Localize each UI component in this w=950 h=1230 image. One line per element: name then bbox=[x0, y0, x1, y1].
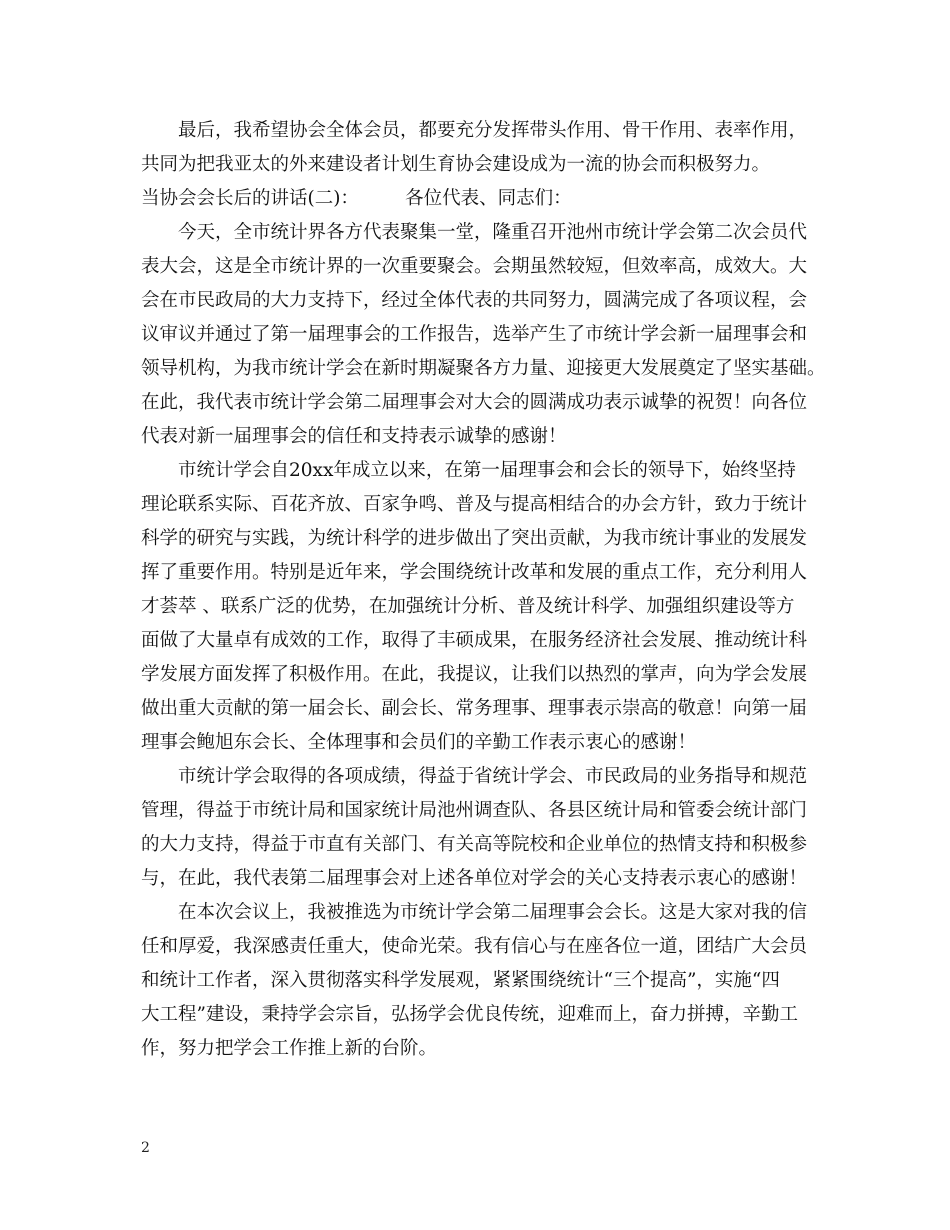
text-line: 今天，全市统计界各方代表聚集一堂，隆重召开池州市统计学会第二次会员代 bbox=[178, 222, 808, 243]
text-line: 任和厚爱，我深感责任重大，使命光荣。我有信心与在座各位一道，团结广大会员 bbox=[141, 936, 808, 957]
text-line: 科学的研究与实践，为统计科学的进步做出了突出贡献，为我市统计事业的发展发 bbox=[141, 528, 808, 549]
text-line: 与，在此，我代表第二届理事会对上述各单位对学会的关心支持表示衷心的感谢！ bbox=[141, 868, 808, 889]
text-line: 市统计学会自20xx年成立以来，在第一届理事会和会长的领导下，始终坚持 bbox=[178, 460, 796, 481]
text-line: 大工程”建设，秉持学会宗旨，弘扬学会优良传统，迎难而上，奋力拼搏，辛勤工 bbox=[141, 1004, 798, 1025]
text-line: 在此，我代表市统计学会第二届理事会对大会的圆满成功表示诚挚的祝贺！向各位 bbox=[141, 392, 808, 413]
text-line: 在本次会议上，我被推选为市统计学会第二届理事会会长。这是大家对我的信 bbox=[178, 902, 808, 923]
text-line: 做出重大贡献的第一届会长、副会长、常务理事、理事表示崇高的敬意！向第一届 bbox=[141, 698, 808, 719]
text-line: 和统计工作者，深入贯彻落实科学发展观，紧紧围绕统计“三个提高”，实施“四 bbox=[141, 970, 780, 991]
text-line: 领导机构，为我市统计学会在新时期凝聚各方力量、迎接更大发展奠定了坚实基础。 bbox=[141, 358, 826, 379]
text-line: 的大力支持，得益于市直有关部门、有关高等院校和企业单位的热情支持和积极参 bbox=[141, 834, 808, 855]
section-heading-line: 当协会会长后的讲话(二)： 各位代表、同志们： bbox=[141, 188, 572, 209]
text-line: 市统计学会取得的各项成绩，得益于省统计学会、市民政局的业务指导和规范 bbox=[178, 766, 808, 787]
text-line: 理事会鲍旭东会长、全体理事和会员们的辛勤工作表示衷心的感谢！ bbox=[141, 732, 697, 753]
text-line: 挥了重要作用。特别是近年来，学会围绕统计改革和发展的重点工作，充分利用人 bbox=[141, 562, 808, 583]
text-line: 共同为把我亚太的外来建设者计划生育协会建设成为一流的协会而积极努力。 bbox=[141, 154, 771, 175]
text-line: 最后，我希望协会全体会员，都要充分发挥带头作用、骨干作用、表率作用， bbox=[178, 120, 808, 141]
text-line: 理论联系实际、百花齐放、百家争鸣、普及与提高相结合的办会方针，致力于统计 bbox=[141, 494, 808, 515]
text-line: 代表对新一届理事会的信任和支持表示诚挚的感谢！ bbox=[141, 426, 567, 447]
text-line: 学发展方面发挥了积极作用。在此，我提议，让我们以热烈的掌声，向为学会发展 bbox=[141, 664, 808, 685]
text-line: 表大会，这是全市统计界的一次重要聚会。会期虽然较短，但效率高，成效大。大 bbox=[141, 256, 808, 277]
text-line: 议审议并通过了第一届理事会的工作报告，选举产生了市统计学会新一届理事会和 bbox=[141, 324, 808, 345]
text-line: 作，努力把学会工作推上新的台阶。 bbox=[141, 1038, 438, 1059]
text-line: 才荟萃 、联系广泛的优势，在加强统计分析、普及统计科学、加强组织建设等方 bbox=[141, 596, 795, 617]
text-line: 管理，得益于市统计局和国家统计局池州调查队、各县区统计局和管委会统计部门 bbox=[141, 800, 808, 821]
page-number: 2 bbox=[141, 1140, 150, 1156]
text-line: 面做了大量卓有成效的工作，取得了丰硕成果，在服务经济社会发展、推动统计科 bbox=[141, 630, 808, 651]
text-line: 会在市民政局的大力支持下，经过全体代表的共同努力，圆满完成了各项议程，会 bbox=[141, 290, 808, 311]
